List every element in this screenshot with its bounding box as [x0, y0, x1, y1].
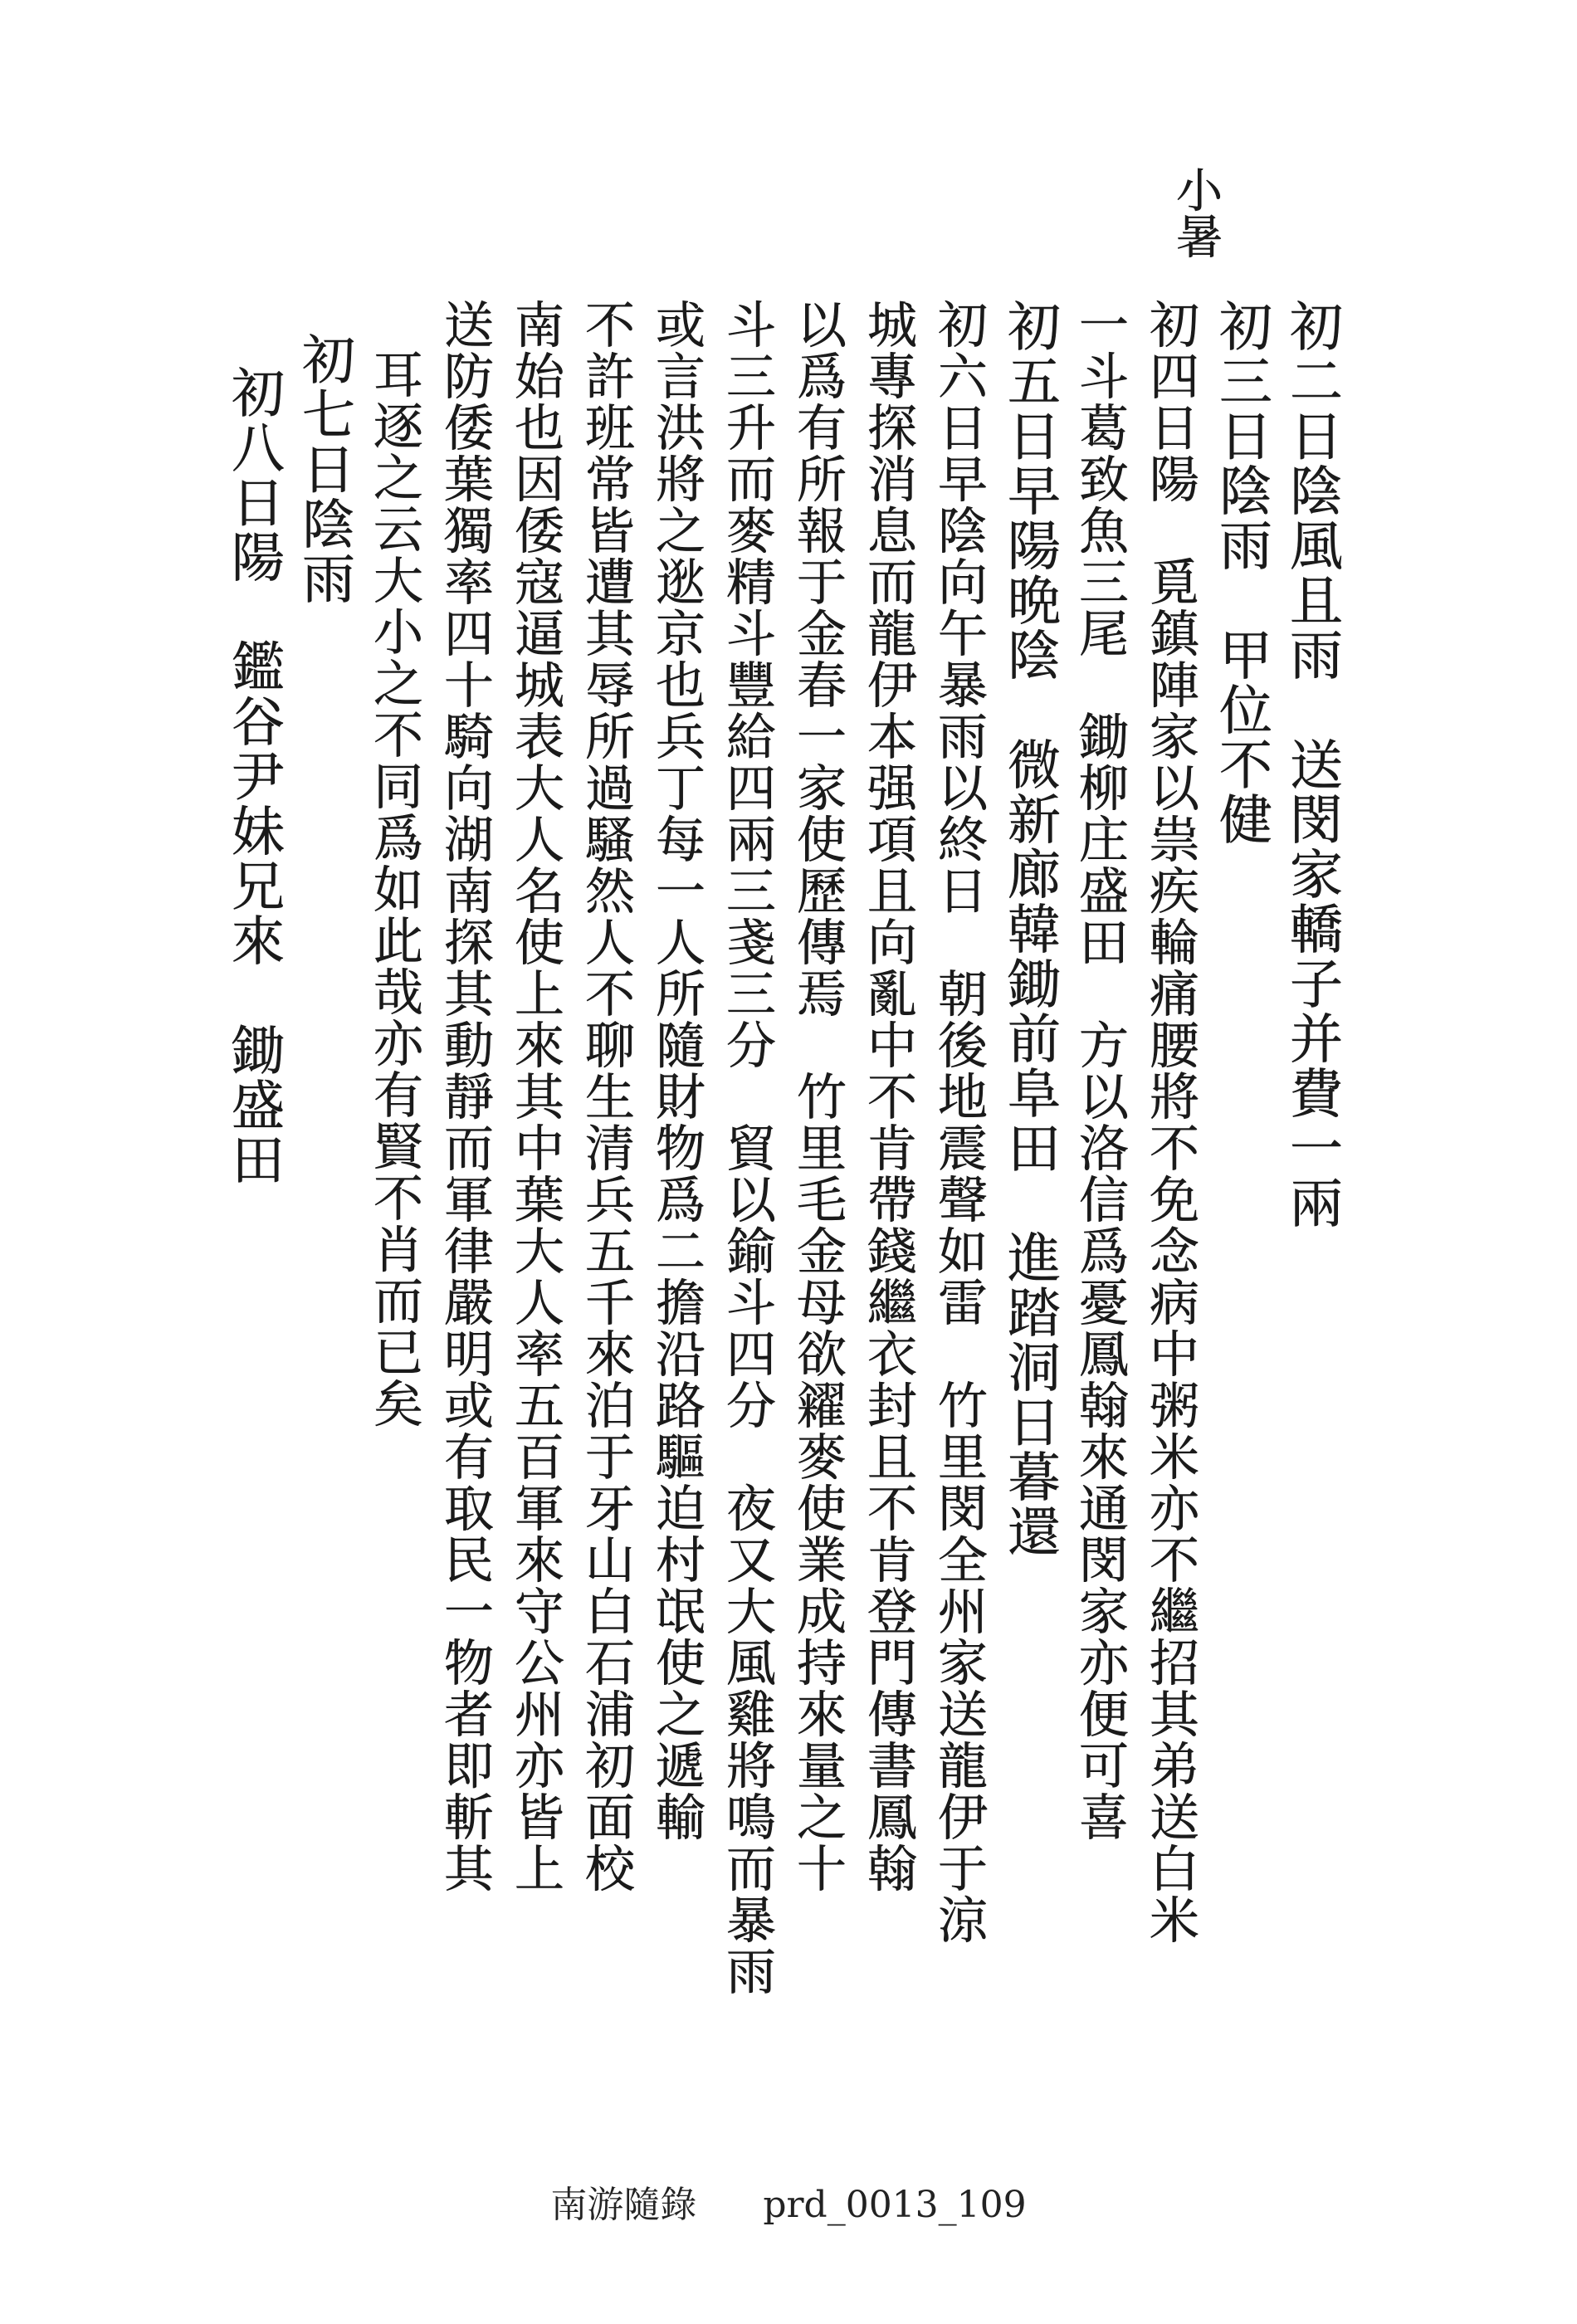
manuscript-column: 一斗葛致魚三尾 鋤柳庄盛田 方以洛信爲憂鳳翰來通閔家亦便可喜	[1071, 299, 1129, 1843]
manuscript-column: 初六日早陰向午暴雨以終日 朝後地震聲如雷 竹里閔全州家送龍伊于涼	[930, 299, 988, 1946]
manuscript-column: 初二日陰風且雨 送閔家轎子并費一兩	[1281, 299, 1342, 1230]
manuscript-column: 斗三升而麥精斗豐給四兩三戔三分 貿以鍮斗四分 夜又大風雞將鳴而暴雨	[718, 299, 776, 1997]
manuscript-column: 城專探消息而龍伊本强項且向亂中不肯帶錢繼衣封且不肯登門傳書鳳翰	[859, 299, 917, 1894]
manuscript-column: 初七日陰雨	[293, 332, 354, 606]
margin-annotation: 小暑	[1169, 166, 1223, 259]
manuscript-column: 初五日早陽晩陰 微新廊韓鋤前阜田 進踏洞日暮還	[998, 299, 1060, 1559]
manuscript-column: 送防倭葉獨率四十騎向湖南探其動靜而軍律嚴明或有取民一物者即斬其	[436, 299, 494, 1894]
manuscript-scan	[199, 166, 1345, 2125]
manuscript-column: 或言洪將之逖京也兵丁每一人所隨財物爲二擔沿路驅迫村氓使之遞輸	[647, 299, 706, 1843]
document-title: 南游隨錄	[550, 2184, 697, 2226]
manuscript-column: 耳逐之云大小之不同爲如此哉亦有賢不肖而已矣	[365, 349, 423, 1429]
manuscript-column: 以爲有所報于金春一家使歷傳焉 竹里毛金母欲糴麥使業成持來量之十	[788, 299, 847, 1894]
manuscript-column: 初八日陽 鑑谷尹妹兄來 鋤盛田	[222, 365, 284, 1187]
manuscript-column: 初四日陽 覓鎮陣家以祟疾輪痛腰將不免念病中粥米亦不繼招其弟送白米	[1141, 299, 1199, 1946]
page-footer	[0, 2175, 1577, 2228]
manuscript-column: 初三日陰雨 甲位不健	[1210, 299, 1272, 847]
manuscript-column: 不許班常皆遭其辱所過騷然人不聊生清兵五千來泊于牙山白石浦初面校	[577, 299, 635, 1894]
page-id: prd_0013_109	[763, 2184, 1027, 2226]
manuscript-column: 南始也因倭寇逼城表大人名使上來其中葉大人率五百軍來守公州亦皆上	[506, 299, 564, 1894]
